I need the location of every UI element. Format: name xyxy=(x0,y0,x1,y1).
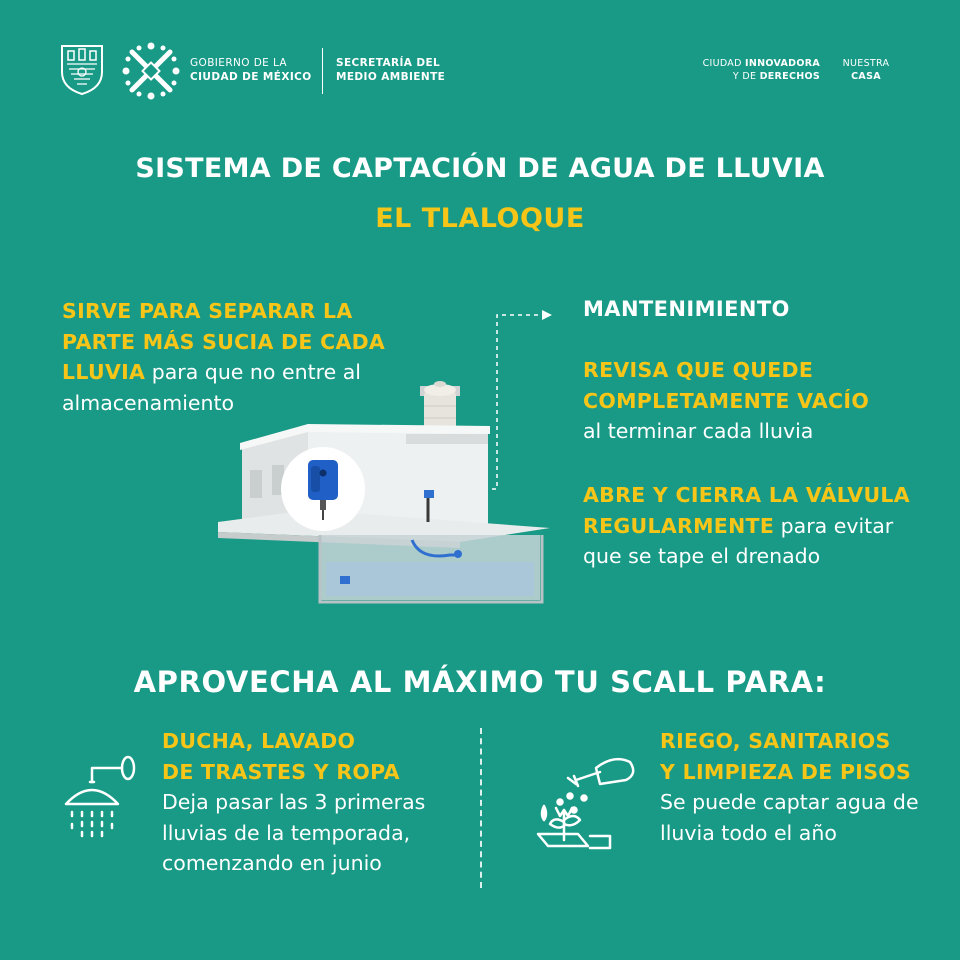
tip1-highlight: REVISA QUE QUEDE COMPLETAMENTE VACÍO xyxy=(583,358,870,413)
slogan-casa: CASA xyxy=(851,71,881,82)
house xyxy=(218,424,550,548)
use1-text: Deja pasar las 3 primeras lluvias de la temporada, comenzando en junio xyxy=(162,790,426,875)
tip2-rest: para evitar que se tape el drenado xyxy=(583,513,894,568)
slogan-2b: DERECHOS xyxy=(759,71,820,82)
use-shower-laundry xyxy=(162,726,462,879)
secretariat-name xyxy=(336,56,445,84)
description-highlight: SIRVE PARA SEPARAR LA PARTE MÁS SUCIA DE CADA LLUVIA xyxy=(62,299,386,384)
cistern xyxy=(320,535,542,602)
gov-line-1: GOBIERNO DE LA xyxy=(190,57,288,69)
slogan-1a: CIUDAD xyxy=(702,58,746,69)
use2-text: Se puede captar agua de lluvia todo el año xyxy=(660,790,919,845)
coat-of-arms-icon xyxy=(60,42,104,100)
government-name xyxy=(190,56,312,84)
maintenance-tip-2 xyxy=(583,480,913,572)
maintenance-tip-1 xyxy=(583,355,913,447)
sec-line-2: MEDIO AMBIENTE xyxy=(336,71,446,83)
water-tank xyxy=(420,381,460,432)
sec-line-1: SECRETARÍA DEL xyxy=(336,57,441,69)
header-divider xyxy=(322,48,323,94)
tip2-highlight: ABRE Y CIERRA LA VÁLVULA REGULARMENTE xyxy=(583,483,910,538)
description-rest: para que no entre al almacenamiento xyxy=(62,360,361,415)
use1-heading-2: DE TRASTES Y ROPA xyxy=(162,759,400,784)
use2-heading-1: RIEGO, SANITARIOS xyxy=(660,729,891,753)
slogan-1b: INNOVADORA xyxy=(745,58,820,69)
slogan-nuestra: NUESTRA xyxy=(842,58,890,69)
slogan-ciudad-innovadora xyxy=(640,57,820,83)
tlaloque-device xyxy=(281,447,365,531)
rainwater-system-illustration xyxy=(210,300,560,615)
use1-heading-1: DUCHA, LAVADO xyxy=(162,729,356,753)
page-title: SISTEMA DE CAPTACIÓN DE AGUA DE LLUVIA xyxy=(135,153,825,184)
page-subtitle: EL TLALOQUE xyxy=(375,203,585,234)
cdmx-logo-icon xyxy=(122,42,180,104)
arrow-icon xyxy=(542,310,552,320)
slogan-nuestra-casa xyxy=(836,57,896,83)
maintenance-heading: MANTENIMIENTO xyxy=(583,297,790,321)
watering-can-icon xyxy=(530,750,640,864)
slogan-2a: Y DE xyxy=(732,71,760,82)
shower-icon xyxy=(60,752,144,844)
use2-heading-2: Y LIMPIEZA DE PISOS xyxy=(660,759,912,784)
uses-divider xyxy=(480,728,482,888)
tip1-rest: al terminar cada lluvia xyxy=(583,419,814,443)
gov-line-2: CIUDAD DE MÉXICO xyxy=(190,71,312,83)
use-irrigation-cleaning xyxy=(660,726,950,848)
cta-heading: APROVECHA AL MÁXIMO TU SCALL PARA: xyxy=(133,665,827,699)
